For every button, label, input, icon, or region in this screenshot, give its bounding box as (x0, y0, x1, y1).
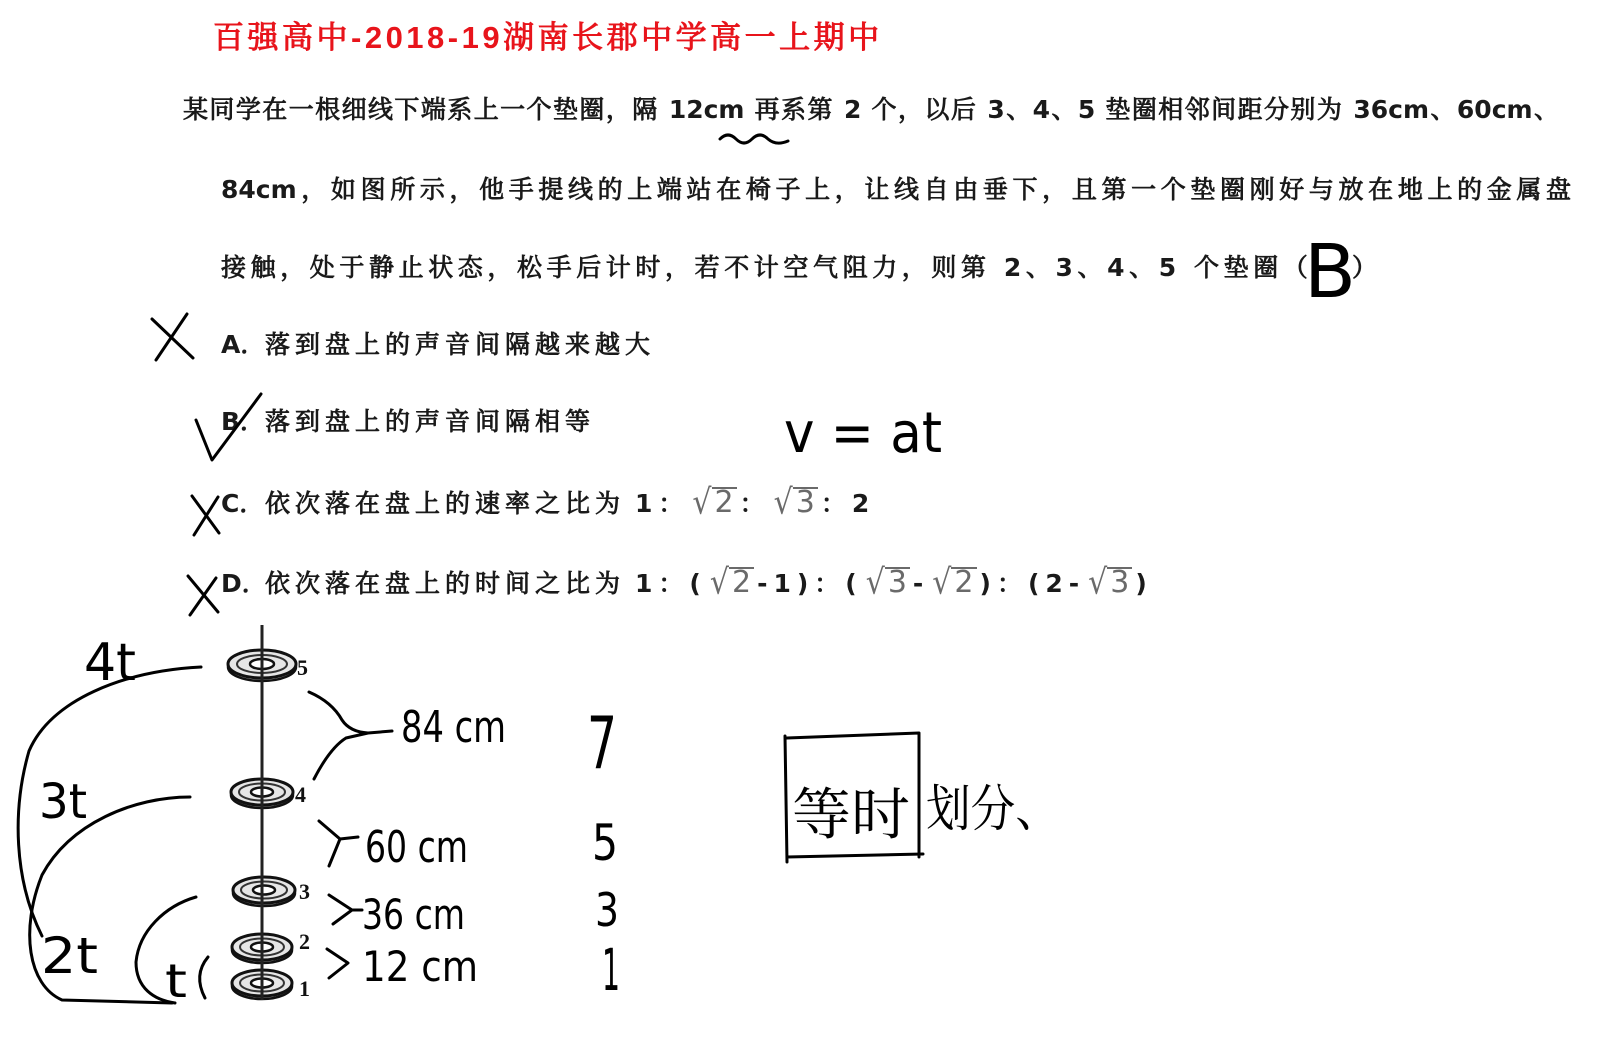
sqrt-term (709, 562, 754, 603)
option-text: 落到盘上的声音间隔越来越大 (265, 330, 656, 359)
radicand: 3 (793, 487, 818, 517)
washer-ring (240, 975, 284, 992)
ratio-5: 5 (592, 814, 618, 872)
spacing-60cm: 60 cm (365, 822, 468, 873)
time-label-t: t (165, 954, 187, 1008)
question-line-2: 84cm，如图所示，他手提线的上端站在椅子上，让线自由垂下，且第一个垫圈刚好与放在地上的金属盘 (221, 175, 1571, 204)
radical-sign-icon: √ (709, 562, 729, 603)
washer-hole (251, 979, 273, 988)
radical-sign-icon: √ (865, 562, 885, 603)
option-b (221, 405, 595, 439)
time-label-4t: 4t (84, 633, 136, 693)
answer-handwriting: B (1304, 229, 1356, 315)
washer-ring (241, 882, 287, 899)
ratio-text: ： (739, 489, 771, 518)
sqrt-term (692, 482, 736, 523)
ratio-text: ：2 (820, 489, 876, 518)
radical-sign-icon: √ (932, 562, 952, 603)
question-line-1: 某同学在一根细线下端系上一个垫圈，隔 12cm 再系第 2 个，以后 3、4、5 垫圈相邻间距分别为 36cm、60cm、 (183, 95, 1559, 124)
page-title: 百强高中-2018-19湖南长郡中学高一上期中 (213, 20, 883, 55)
ratio-text: ) (1135, 569, 1153, 598)
arc-3t (30, 797, 190, 1003)
spacing-84cm: 84 cm (401, 702, 506, 753)
washer-rim (233, 877, 295, 903)
radicand: 2 (729, 567, 754, 597)
ratio-expression (635, 482, 876, 523)
sqrt-term (932, 562, 976, 603)
radicand: 2 (712, 487, 737, 517)
cross-stroke (192, 496, 219, 533)
radical-sign-icon: √ (773, 482, 793, 523)
option-d-cross-mark (188, 576, 218, 615)
ratio-text: 1：( (635, 569, 707, 598)
washer-label-3: 3 (299, 879, 310, 904)
radical-sign-icon: √ (692, 482, 712, 523)
cross-stroke (152, 319, 193, 358)
washer-label-2: 2 (299, 929, 310, 954)
radicand: 3 (885, 567, 910, 597)
washer-rim (232, 934, 292, 960)
ratio-text: - (912, 569, 930, 598)
option-c (221, 482, 876, 523)
washer-hole (250, 659, 274, 669)
ratio-text: -1)：( (757, 569, 863, 598)
cross-stroke (188, 576, 218, 612)
washer-diagram (228, 625, 310, 1001)
washer-rim (231, 779, 293, 805)
option-a (221, 328, 655, 362)
option-c-cross-mark (192, 496, 219, 535)
option-text: 依次落在盘上的时间之比为 (265, 569, 626, 598)
washer-ring (240, 939, 284, 956)
washer-label-4: 4 (295, 782, 306, 807)
option-letter: C． (221, 489, 265, 518)
bracket-36cm (329, 895, 362, 924)
radicand: 3 (1107, 567, 1132, 597)
option-letter: A． (221, 330, 266, 359)
washer-3 (233, 877, 295, 906)
washer-edge (233, 880, 295, 906)
cross-stroke (190, 578, 216, 615)
washer-edge (232, 973, 292, 999)
option-a-cross-mark (152, 314, 193, 360)
washer-ring (237, 655, 287, 673)
option-text: 落到盘上的声音间隔相等 (265, 407, 596, 436)
washer-edge (228, 653, 296, 681)
time-label-3t: 3t (39, 774, 87, 830)
ratio-7: 7 (587, 701, 617, 785)
spacing-36cm: 36 cm (362, 890, 465, 939)
washer-hole (251, 788, 273, 797)
bracket-t (200, 957, 208, 998)
spacing-12cm: 12 cm (362, 942, 478, 991)
arc-2t (136, 897, 196, 1003)
time-label-2t: 2t (41, 927, 98, 985)
option-text: 依次落在盘上的速率之比为 (265, 489, 626, 518)
ratio-1: 1 (602, 936, 620, 1004)
note-text: 划分、 (926, 780, 1060, 838)
sqrt-term (865, 562, 910, 603)
ratio-expression (635, 562, 1153, 603)
washer-edge (231, 782, 293, 808)
radical-sign-icon: √ (1088, 562, 1108, 603)
ratio-3: 3 (595, 883, 619, 937)
sqrt-term (1088, 562, 1132, 603)
wavy-underline (720, 135, 788, 143)
washer-rim (232, 970, 292, 996)
washer-2 (232, 934, 292, 963)
option-d (221, 562, 1153, 603)
washer-ring (239, 784, 285, 801)
sqrt-term (773, 482, 818, 523)
cross-stroke (156, 314, 187, 360)
bracket-60cm (319, 821, 358, 866)
question-line-3: 接触，处于静止状态，松手后计时，若不计空气阻力，则第 2、3、4、5 个垫圈（ (221, 253, 1313, 282)
bracket-84cm (309, 692, 392, 779)
washer-4 (231, 779, 293, 808)
washer-label-1: 1 (299, 976, 310, 1001)
arc-4t (18, 667, 201, 936)
bracket-12cm (327, 949, 348, 978)
washer-hole (253, 886, 275, 895)
answer-close-paren: ） (1352, 253, 1378, 282)
option-letter: B． (221, 407, 266, 436)
option-letter: D． (221, 569, 267, 598)
washer-1 (232, 970, 292, 999)
washer-edge (232, 937, 292, 963)
boxed-note: 等时 (792, 783, 910, 848)
washer-hole (251, 943, 273, 952)
note-box (785, 733, 923, 862)
radicand: 2 (951, 567, 976, 597)
washer-label-5: 5 (297, 655, 308, 680)
washer-rim (228, 650, 296, 678)
ratio-text: 1： (635, 489, 690, 518)
formula-handwriting: v = at (784, 401, 942, 466)
ratio-text: )：(2- (979, 569, 1086, 598)
cross-stroke (194, 497, 218, 535)
washer-5 (228, 650, 296, 681)
